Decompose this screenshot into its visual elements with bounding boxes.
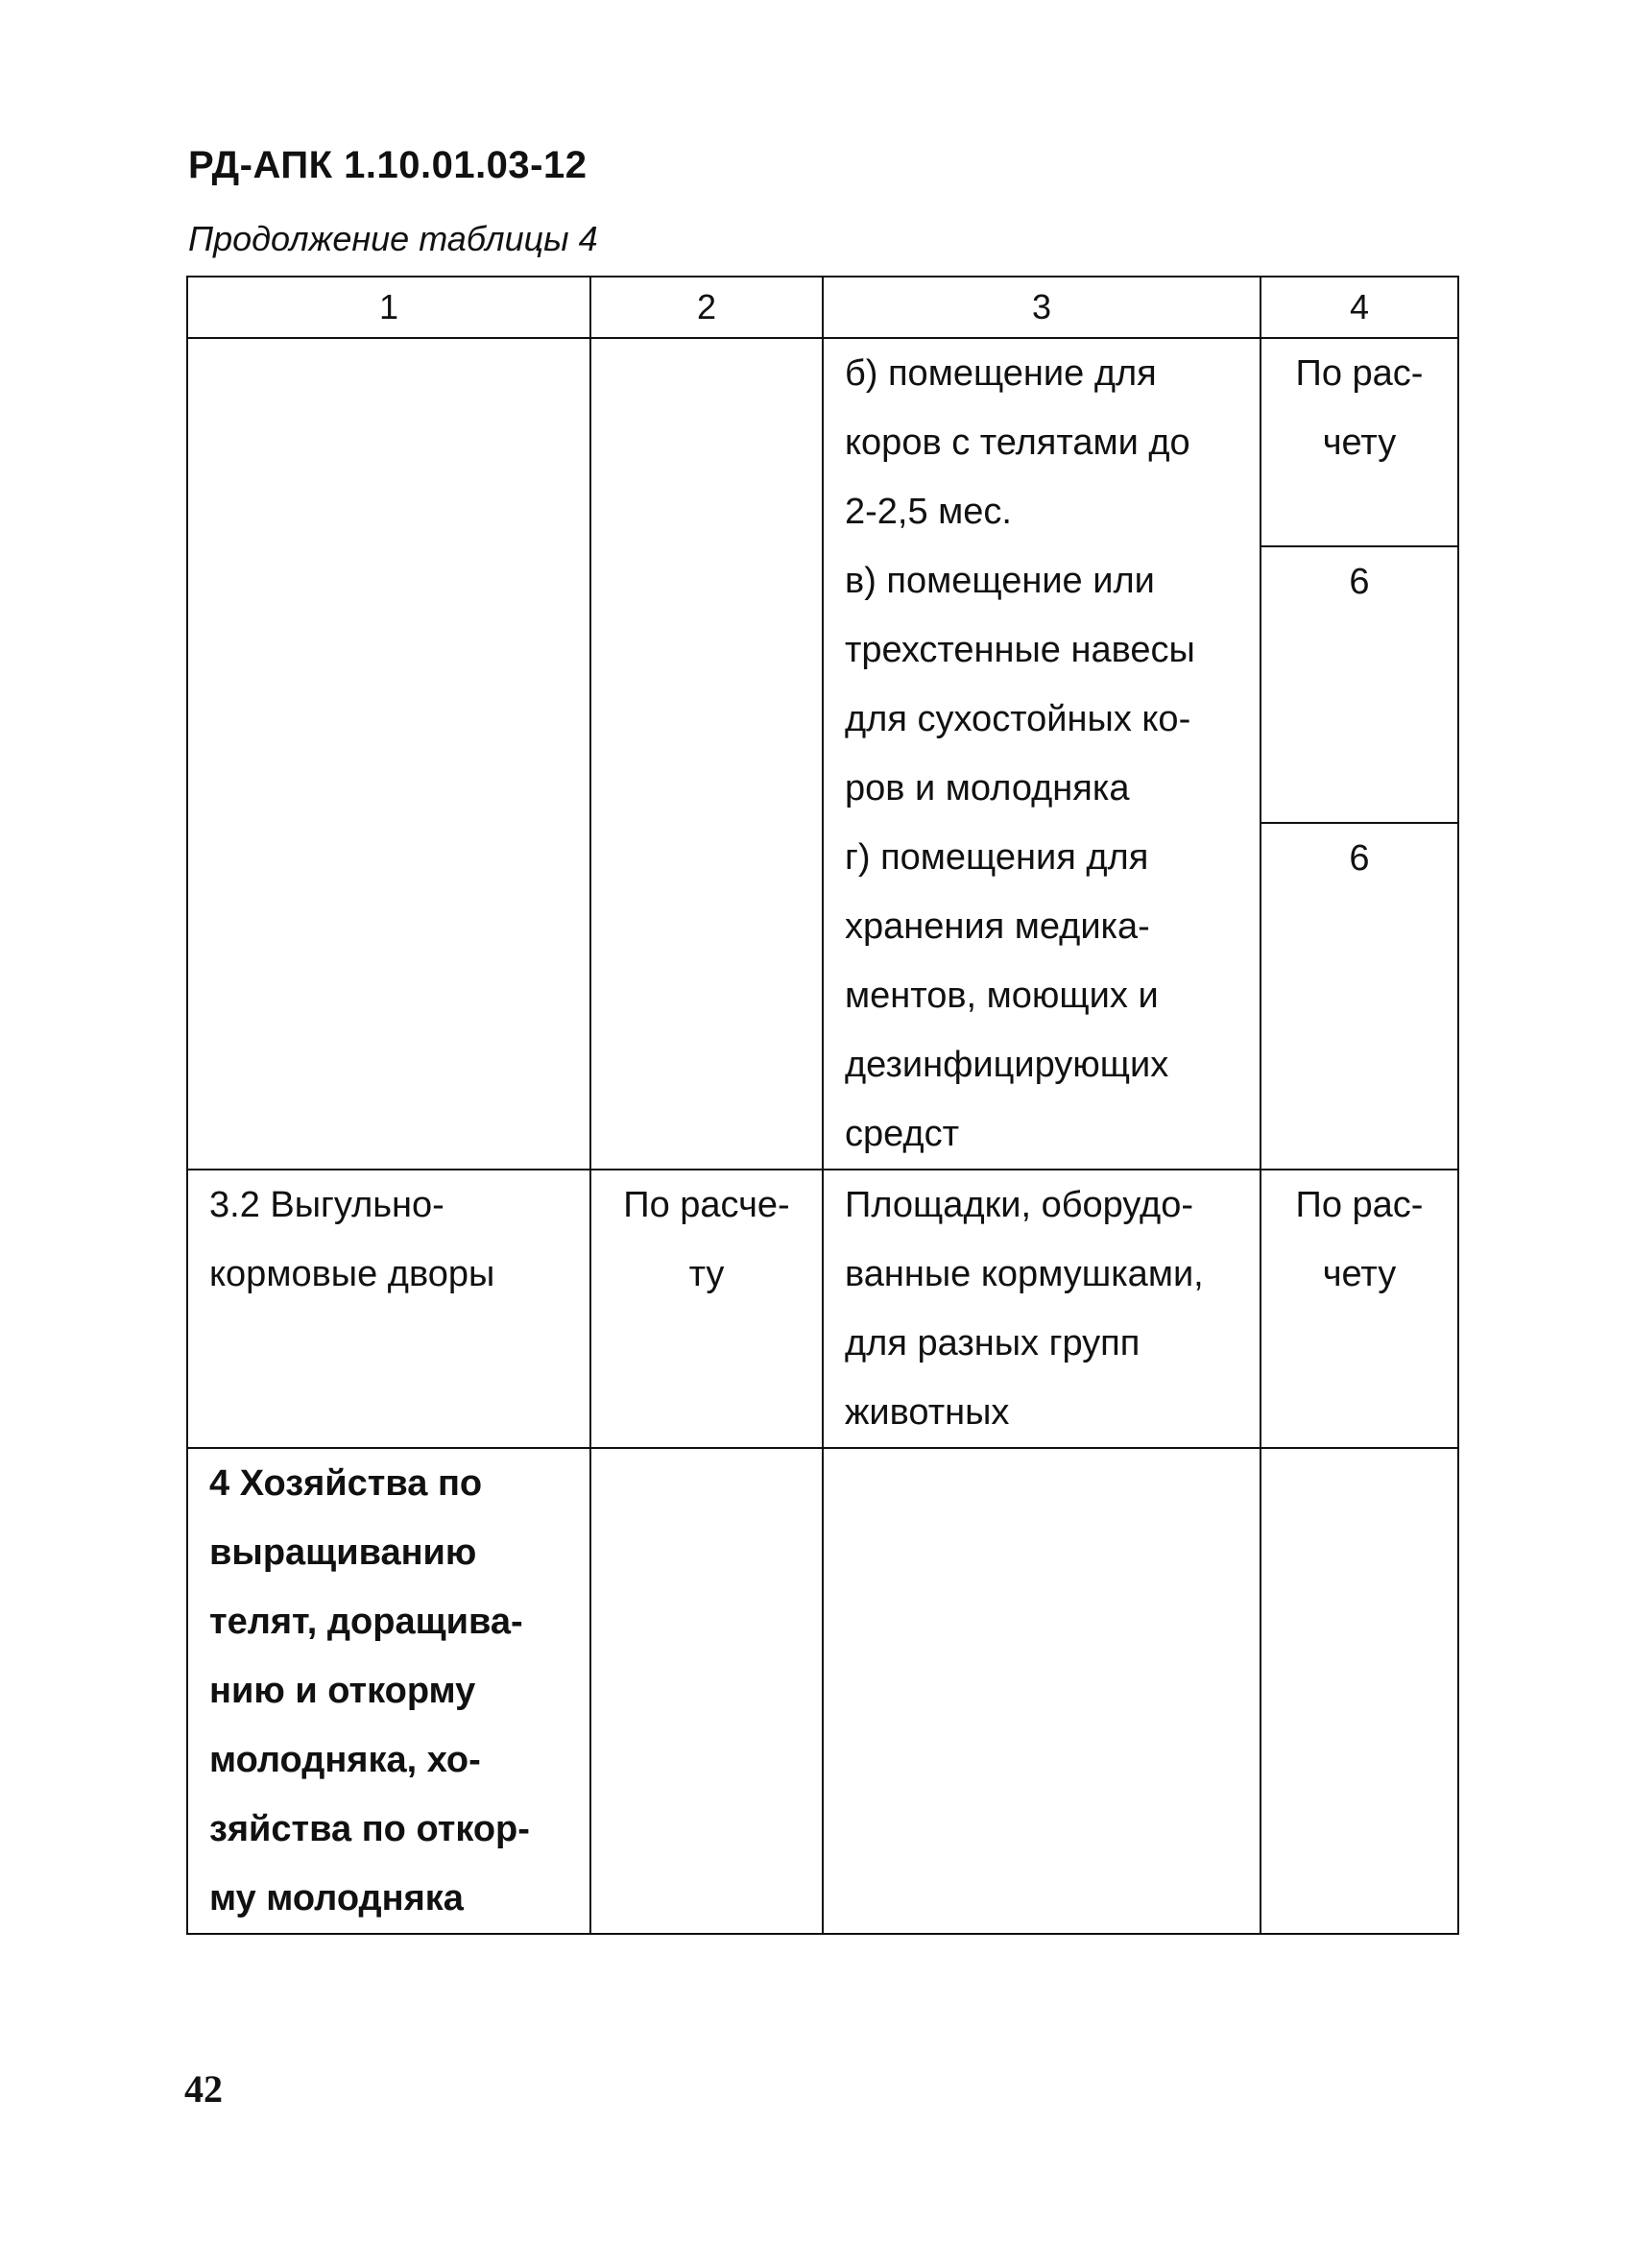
- table-cell: [590, 1448, 823, 1934]
- column-header-2: 2: [590, 277, 823, 338]
- table-cell-merged-items: [823, 338, 1261, 1170]
- table-caption: Продолжение таблицы 4: [188, 219, 598, 258]
- table-cell-section-heading: 4 Хозяйства по выращиванию телят, доращива- нию и откорму молодняка, хо- зяйства по откор- му молодняка: [187, 1448, 590, 1934]
- table-cell: [1261, 1448, 1458, 1934]
- table-cell: [187, 338, 590, 1170]
- table-cell: По расче- ту: [590, 1170, 823, 1448]
- page-number: 42: [184, 2067, 223, 2111]
- column-header-3: 3: [823, 277, 1261, 338]
- table-row: [187, 1170, 1458, 1448]
- table-cell: 3.2 Выгульно- кормовые дворы: [187, 1170, 590, 1448]
- table-row: [187, 1448, 1458, 1934]
- table-row: [187, 338, 1458, 546]
- table-header-row: [187, 277, 1458, 338]
- item-b-text: б) помещение для коров с телятами до 2-2,5 мес.: [845, 353, 1190, 532]
- table-cell: По рас- чету: [1261, 338, 1458, 546]
- table-cell: 6: [1261, 823, 1458, 1170]
- requirements-table: [186, 276, 1459, 1935]
- table-cell: [823, 1448, 1261, 1934]
- table-cell: 6: [1261, 546, 1458, 824]
- document-code: РД-АПК 1.10.01.03-12: [188, 144, 588, 186]
- item-v-text: в) помещение или трехстенные навесы для сухостойных ко- ров и молодняка: [845, 561, 1195, 808]
- table-cell: [590, 338, 823, 1170]
- table-cell: По рас- чету: [1261, 1170, 1458, 1448]
- table-cell: Площадки, оборудо- ванные кормушками, для разных групп животных: [823, 1170, 1261, 1448]
- column-header-1: 1: [187, 277, 590, 338]
- column-header-4: 4: [1261, 277, 1458, 338]
- item-g-text: г) помещения для хранения медика- ментов, моющих и дезинфицирующих средст: [845, 837, 1169, 1154]
